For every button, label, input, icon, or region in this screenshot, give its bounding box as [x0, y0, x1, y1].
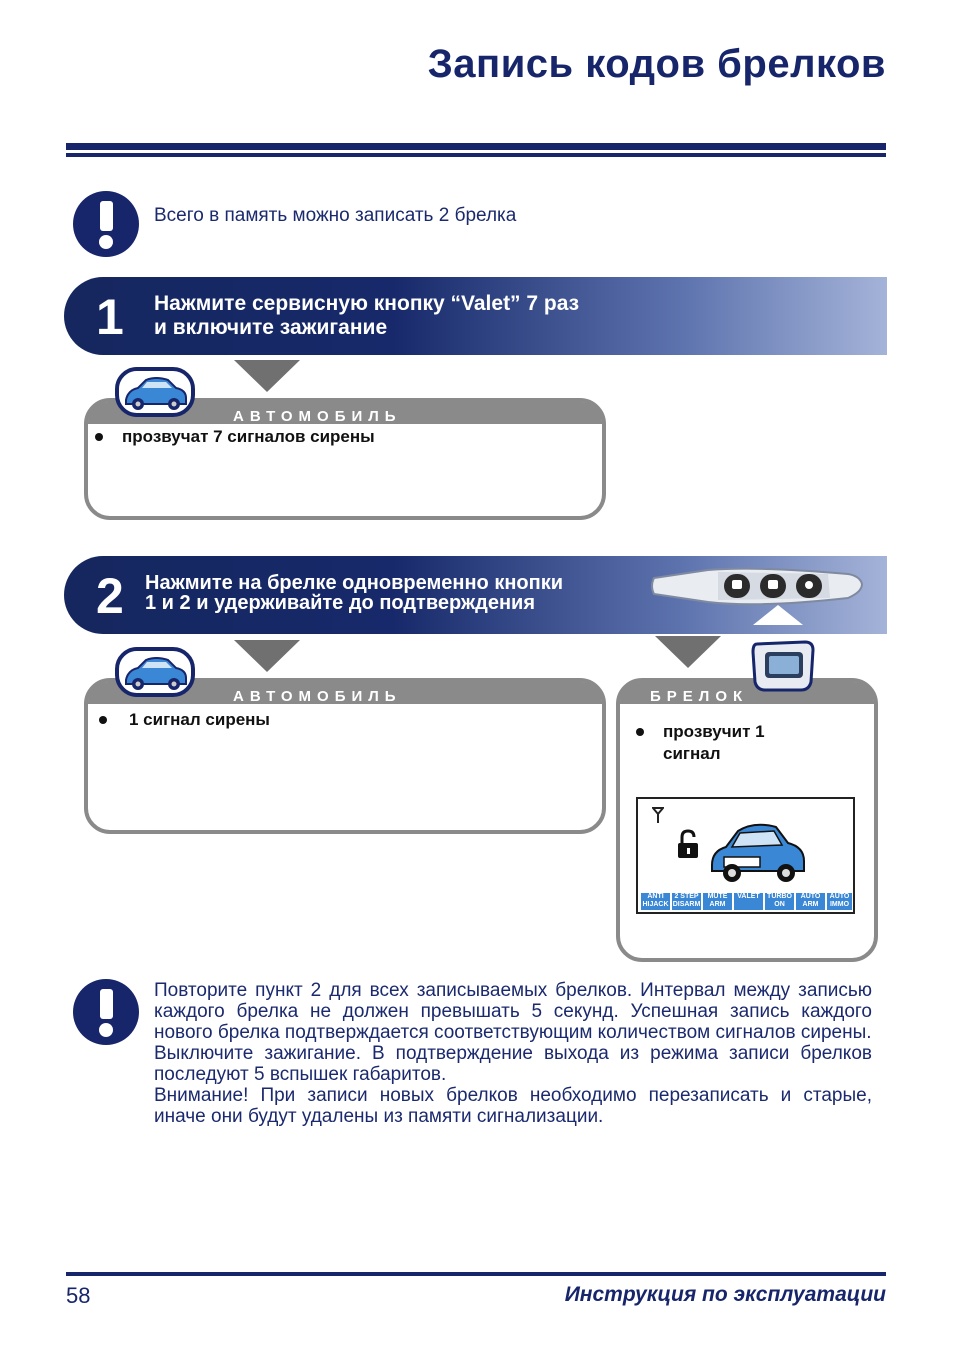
instruction-paragraph: Повторите пункт 2 для всех записываемых брелков. Интервал между записью каждого брелка не должен превышать 5 секунд. Успешная запись каждого нового брелка подтверждается соответствующим количеством сигналов сирены.: [154, 980, 872, 1043]
page-number: 58: [66, 1283, 91, 1308]
step-1-number: 1: [96, 289, 124, 345]
title-rule-thin: [66, 153, 886, 157]
exclamation-icon: [73, 979, 139, 1045]
antenna-icon: [652, 807, 664, 823]
car-result-label-1: АВТОМОБИЛЬ: [233, 408, 402, 425]
car-icon: [708, 817, 808, 887]
arrow-down-icon: [234, 360, 300, 392]
car-result-bullet-1: прозвучат 7 сигналов сирены: [122, 427, 375, 446]
fob-result-bullet-line1: прозвучит 1: [663, 722, 765, 741]
bullet-dot: [636, 728, 644, 736]
lcd-button-turbo-on: TURBO ON: [765, 893, 794, 910]
title-rule: [66, 143, 886, 150]
lcd-button-anti-hijack: ANTI HIJACK: [642, 893, 669, 908]
step-1-text-line2: и включите зажигание: [154, 316, 388, 339]
step-2-text-line1: Нажмите на брелке одновременно кнопки: [145, 572, 564, 594]
footer-title: Инструкция по эксплуатации: [564, 1283, 886, 1306]
page-title: Запись кодов брелков: [427, 42, 886, 86]
step-1-text-line1: Нажмите сервисную кнопку “Valet” 7 раз: [154, 292, 580, 315]
car-result-bullet-2: 1 сигнал сирены: [129, 710, 270, 729]
memory-limit-note: Всего в память можно записать 2 брелка: [154, 205, 517, 226]
lcd-button-auto-immo: AUTO IMMO: [827, 893, 852, 910]
fob-result-label: БРЕЛОК: [650, 688, 749, 705]
car-icon: [114, 646, 196, 698]
step-2-text-line2: 1 и 2 и удерживайте до подтверждения: [145, 592, 535, 614]
final-instructions: [154, 980, 872, 1127]
arrow-down-icon: [655, 636, 721, 668]
step-2-number: 2: [96, 568, 124, 624]
key-fob-icon: [648, 564, 866, 608]
lcd-button-auto-arm: AUTO ARM: [796, 893, 825, 910]
arrow-down-icon: [234, 640, 300, 672]
bullet-dot: [99, 716, 107, 724]
lcd-button-mute-arm: MUTE ARM: [703, 893, 732, 910]
instruction-paragraph: Внимание! При записи новых брелков необходимо перезаписать и старые, иначе они будут удалены из памяти сигнализации.: [154, 1085, 872, 1127]
footer-rule: [66, 1272, 886, 1276]
bullet-dot: [95, 433, 103, 441]
car-result-label-2: АВТОМОБИЛЬ: [233, 688, 402, 705]
arrow-up-icon: [753, 605, 803, 625]
exclamation-icon: [73, 191, 139, 257]
car-icon: [114, 366, 196, 418]
key-fob-front-icon: [749, 638, 817, 694]
fob-result-bullet-line2: сигнал: [663, 744, 721, 763]
lock-open-icon: [676, 829, 700, 859]
lcd-button-2step-disarm: 2 STEP DISARM: [672, 893, 701, 908]
instruction-paragraph: Выключите зажигание. В подтверждение выхода из режима записи брелков последуют 5 вспышек габаритов.: [154, 1043, 872, 1085]
fob-lcd-display: [636, 797, 855, 914]
lcd-button-valet: VALET: [734, 893, 763, 910]
